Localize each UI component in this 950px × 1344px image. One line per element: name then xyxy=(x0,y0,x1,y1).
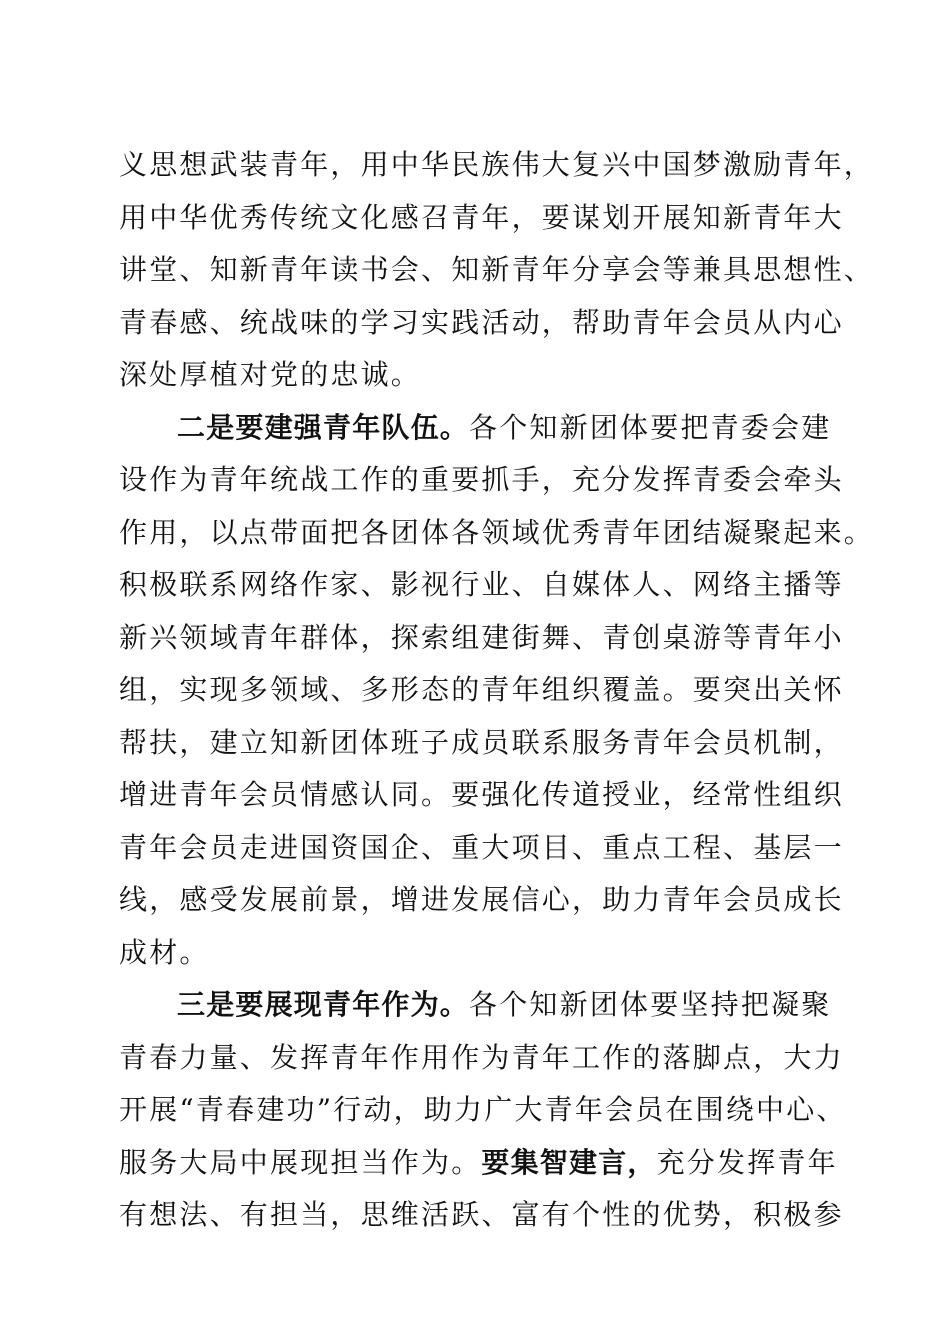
paragraph-3-line: 开展“青春建功”行动，助力广大青年会员在围绕中心、 xyxy=(119,1093,847,1126)
paragraph-2-heading: 二是要建强青年队伍。 xyxy=(177,410,470,444)
paragraph-2-first-line-text: 各个知新团体要把青委会建 xyxy=(469,410,832,444)
paragraph-3-emphasis-line xyxy=(119,1137,841,1190)
paragraph-3-emphasis-line-start: 服务大局中展现担当作为。 xyxy=(119,1145,482,1179)
paragraph-3-heading: 三是要展现青年作为。 xyxy=(177,988,470,1021)
paragraph-3-first-line-text: 各个知新团体要坚持把凝聚 xyxy=(469,988,832,1021)
paragraph-2-line: 作用，以点带面把各团体各领域优秀青年团结凝聚起来。 xyxy=(119,515,875,549)
paragraph-2-line: 增进青年会员情感认同。要强化传道授业，经常性组织 xyxy=(119,778,844,811)
document-body xyxy=(119,139,875,1242)
paragraph-1-line: 讲堂、知新青年读书会、知新青年分享会等兼具思想性、 xyxy=(119,253,875,286)
paragraph-3-emphasis-line-end: 充分发挥青年 xyxy=(656,1145,838,1179)
paragraph-3-emphasis: 要集智建言， xyxy=(481,1145,657,1179)
paragraph-3-line: 有想法、有担当，思维活跃、富有个性的优势，积极参 xyxy=(119,1198,844,1231)
paragraph-2-line: 设作为青年统战工作的重要抓手，充分发挥青委会牵头 xyxy=(119,463,844,496)
paragraph-1-line: 用中华优秀传统文化感召青年，要谋划开展知新青年大 xyxy=(119,200,844,234)
paragraph-2-line: 组，实现多领域、多形态的青年组织覆盖。要突出关怀 xyxy=(119,673,844,706)
paragraph-2-first-line xyxy=(119,402,841,455)
paragraph-2-line: 新兴领域青年群体，探索组建街舞、青创桌游等青年小 xyxy=(119,620,844,654)
paragraph-3-line: 青春力量、发挥青年作用作为青年工作的落脚点，大力 xyxy=(119,1040,844,1074)
paragraph-2-line: 积极联系网络作家、影视行业、自媒体人、网络主播等 xyxy=(119,568,844,601)
paragraph-2-line: 线，感受发展前景，增进发展信心，助力青年会员成长 xyxy=(119,883,844,916)
paragraph-1-line: 青春感、统战味的学习实践活动，帮助青年会员从内心 xyxy=(119,305,844,339)
paragraph-2-line: 成材。 xyxy=(119,935,210,969)
paragraph-1-line: 义思想武装青年，用中华民族伟大复兴中国梦激励青年， xyxy=(119,148,875,181)
paragraph-2-line: 青年会员走进国资国企、重大项目、重点工程、基层一 xyxy=(119,830,844,864)
paragraph-1-line: 深处厚植对党的忠诚。 xyxy=(119,358,422,391)
paragraph-2-line: 帮扶，建立知新团体班子成员联系服务青年会员机制， xyxy=(119,725,844,759)
paragraph-3-first-line xyxy=(119,979,841,1032)
